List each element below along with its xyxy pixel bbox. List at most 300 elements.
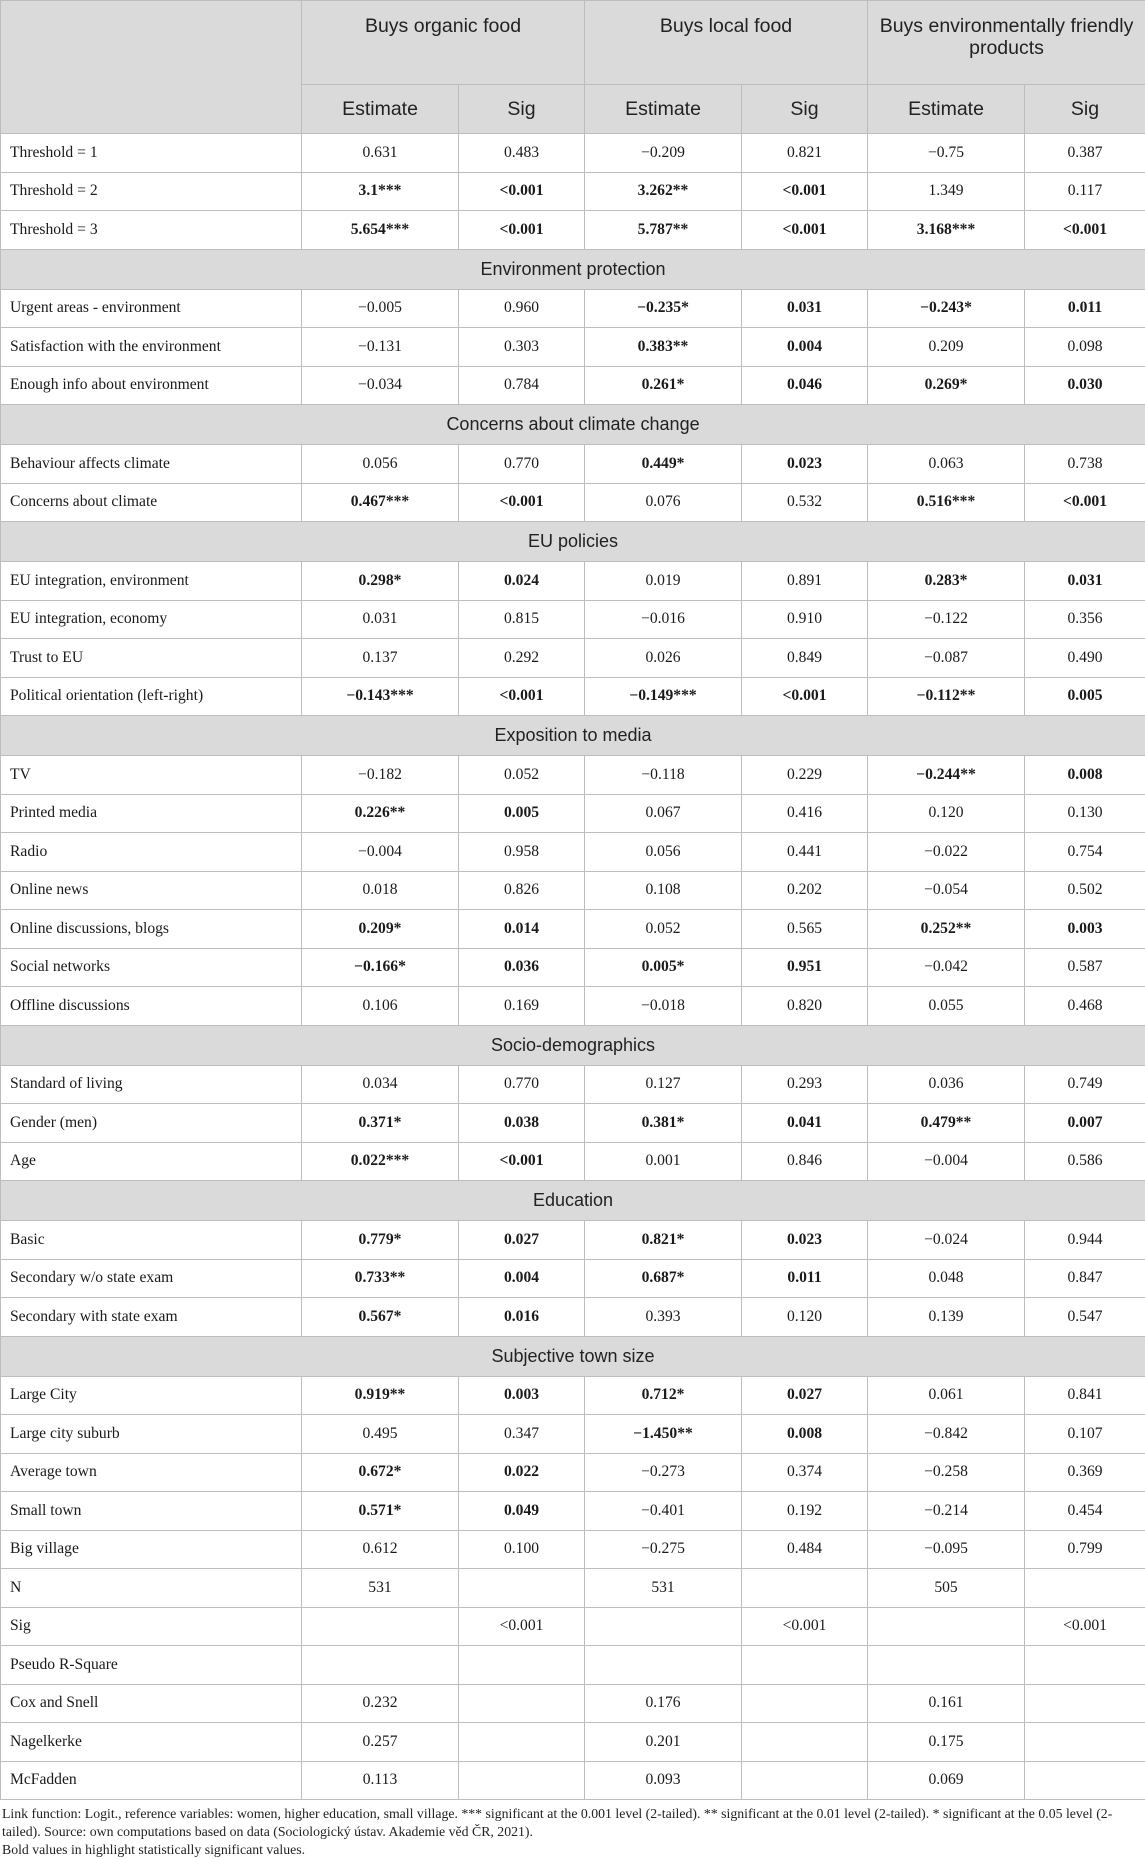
- estimate-cell: 0.067: [585, 794, 742, 833]
- estimate-cell: 0.571*: [302, 1492, 459, 1531]
- sig-cell: 0.293: [742, 1065, 868, 1104]
- sig-cell: 0.003: [1025, 910, 1145, 949]
- sig-cell: 0.005: [1025, 677, 1145, 716]
- row-label: N: [1, 1569, 302, 1608]
- estimate-cell: 531: [585, 1569, 742, 1608]
- sig-cell: [742, 1646, 868, 1685]
- estimate-cell: −1.450**: [585, 1415, 742, 1454]
- table-row: [1, 211, 1145, 250]
- table-row: [1, 948, 1145, 987]
- table-row: [1, 1142, 1145, 1181]
- sig-cell: 0.944: [1025, 1221, 1145, 1260]
- sig-cell: 0.490: [1025, 639, 1145, 678]
- sig-cell: [1025, 1646, 1145, 1685]
- sig-cell: 0.468: [1025, 987, 1145, 1026]
- table-body: [1, 134, 1145, 1800]
- estimate-cell: 0.137: [302, 639, 459, 678]
- estimate-cell: −0.235*: [585, 289, 742, 328]
- row-label: EU integration, economy: [1, 600, 302, 639]
- sig-cell: 0.052: [459, 756, 585, 795]
- sig-cell: 0.011: [1025, 289, 1145, 328]
- sig-cell: 0.847: [1025, 1259, 1145, 1298]
- sig-cell: 0.891: [742, 562, 868, 601]
- table-row: [1, 1221, 1145, 1260]
- sig-cell: 0.846: [742, 1142, 868, 1181]
- sig-cell: 0.960: [459, 289, 585, 328]
- row-label: Trust to EU: [1, 639, 302, 678]
- row-label: Enough info about environment: [1, 366, 302, 405]
- estimate-cell: 0.201: [585, 1723, 742, 1762]
- sig-cell: 0.022: [459, 1453, 585, 1492]
- estimate-cell: −0.054: [868, 871, 1025, 910]
- sig-cell: 0.587: [1025, 948, 1145, 987]
- estimate-cell: 0.127: [585, 1065, 742, 1104]
- sig-cell: 0.292: [459, 639, 585, 678]
- row-label: Secondary with state exam: [1, 1298, 302, 1337]
- header-estimate: Estimate: [302, 85, 459, 134]
- table-row: [1, 1530, 1145, 1569]
- estimate-cell: 0.209: [868, 328, 1025, 367]
- sig-cell: [742, 1684, 868, 1723]
- row-label: Gender (men): [1, 1104, 302, 1143]
- estimate-cell: [302, 1646, 459, 1685]
- estimate-cell: −0.209: [585, 134, 742, 173]
- estimate-cell: −0.149***: [585, 677, 742, 716]
- estimate-cell: −0.842: [868, 1415, 1025, 1454]
- estimate-cell: 0.055: [868, 987, 1025, 1026]
- sig-cell: 0.130: [1025, 794, 1145, 833]
- sig-cell: <0.001: [459, 172, 585, 211]
- section-title: Environment protection: [1, 249, 1145, 289]
- sig-cell: 0.958: [459, 833, 585, 872]
- estimate-cell: 0.019: [585, 562, 742, 601]
- estimate-cell: 0.108: [585, 871, 742, 910]
- estimate-cell: −0.087: [868, 639, 1025, 678]
- sig-cell: <0.001: [742, 1607, 868, 1646]
- sig-cell: [459, 1684, 585, 1723]
- sig-cell: 0.303: [459, 328, 585, 367]
- sig-cell: [1025, 1569, 1145, 1608]
- row-label: Large City: [1, 1376, 302, 1415]
- table-row: [1, 833, 1145, 872]
- sig-cell: 0.784: [459, 366, 585, 405]
- estimate-cell: 0.712*: [585, 1376, 742, 1415]
- sig-cell: <0.001: [459, 211, 585, 250]
- estimate-cell: −0.024: [868, 1221, 1025, 1260]
- sig-cell: <0.001: [742, 211, 868, 250]
- row-label: Age: [1, 1142, 302, 1181]
- sig-cell: 0.007: [1025, 1104, 1145, 1143]
- header-group-eco-products: Buys environmentally friendly products: [868, 1, 1145, 85]
- estimate-cell: 0.252**: [868, 910, 1025, 949]
- sig-cell: 0.031: [1025, 562, 1145, 601]
- row-label: Political orientation (left-right): [1, 677, 302, 716]
- sig-cell: 0.820: [742, 987, 868, 1026]
- estimate-cell: −0.004: [868, 1142, 1025, 1181]
- sig-cell: 0.023: [742, 445, 868, 484]
- sig-cell: 0.369: [1025, 1453, 1145, 1492]
- section-title: Exposition to media: [1, 716, 1145, 756]
- sig-cell: 0.098: [1025, 328, 1145, 367]
- header-group-local: Buys local food: [585, 1, 868, 85]
- sig-cell: 0.441: [742, 833, 868, 872]
- sig-cell: 0.117: [1025, 172, 1145, 211]
- table-footnotes: [0, 1800, 1145, 1859]
- estimate-cell: −0.75: [868, 134, 1025, 173]
- sig-cell: 0.586: [1025, 1142, 1145, 1181]
- sig-cell: 0.005: [459, 794, 585, 833]
- table-row: [1, 562, 1145, 601]
- sig-cell: 0.024: [459, 562, 585, 601]
- estimate-cell: [868, 1646, 1025, 1685]
- estimate-cell: 505: [868, 1569, 1025, 1608]
- table-row: [1, 677, 1145, 716]
- sig-cell: 0.011: [742, 1259, 868, 1298]
- table-row: [1, 1376, 1145, 1415]
- sig-cell: <0.001: [459, 1607, 585, 1646]
- estimate-cell: 0.226**: [302, 794, 459, 833]
- estimate-cell: 0.005*: [585, 948, 742, 987]
- estimate-cell: −0.131: [302, 328, 459, 367]
- sig-cell: [459, 1646, 585, 1685]
- estimate-cell: 0.821*: [585, 1221, 742, 1260]
- estimate-cell: 0.733**: [302, 1259, 459, 1298]
- row-label: Online discussions, blogs: [1, 910, 302, 949]
- estimate-cell: 0.061: [868, 1376, 1025, 1415]
- estimate-cell: 0.052: [585, 910, 742, 949]
- sig-cell: 0.036: [459, 948, 585, 987]
- estimate-cell: 0.001: [585, 1142, 742, 1181]
- estimate-cell: 0.467***: [302, 483, 459, 522]
- section-header-row: [1, 249, 1145, 289]
- estimate-cell: 0.209*: [302, 910, 459, 949]
- sig-cell: 0.027: [742, 1376, 868, 1415]
- estimate-cell: [585, 1607, 742, 1646]
- footnote-methods: Link function: Logit., reference variables: women, higher education, small village. *** significant at the 0.001 level (2-tailed). ** significant at the 0.01 level (2-tailed). * significant at the 0.05 level (2-tailed). Source: own computations based on data (Sociologický ústav. Akademie věd ČR, 2021).: [2, 1806, 1113, 1839]
- sig-cell: 0.004: [459, 1259, 585, 1298]
- table-row: [1, 756, 1145, 795]
- row-label: Printed media: [1, 794, 302, 833]
- table-row: [1, 289, 1145, 328]
- estimate-cell: 0.026: [585, 639, 742, 678]
- row-label: Basic: [1, 1221, 302, 1260]
- estimate-cell: −0.034: [302, 366, 459, 405]
- estimate-cell: 0.018: [302, 871, 459, 910]
- estimate-cell: 531: [302, 1569, 459, 1608]
- table-row: [1, 1065, 1145, 1104]
- sig-cell: 0.003: [459, 1376, 585, 1415]
- sig-cell: 0.008: [742, 1415, 868, 1454]
- header-sig: Sig: [742, 85, 868, 134]
- estimate-cell: 0.069: [868, 1761, 1025, 1800]
- row-label: Concerns about climate: [1, 483, 302, 522]
- estimate-cell: 1.349: [868, 172, 1025, 211]
- sig-cell: <0.001: [1025, 1607, 1145, 1646]
- sig-cell: <0.001: [742, 677, 868, 716]
- section-header-row: [1, 405, 1145, 445]
- sig-cell: 0.910: [742, 600, 868, 639]
- table-row: [1, 987, 1145, 1026]
- sig-cell: 0.821: [742, 134, 868, 173]
- sig-cell: 0.502: [1025, 871, 1145, 910]
- estimate-cell: 0.176: [585, 1684, 742, 1723]
- estimate-cell: −0.182: [302, 756, 459, 795]
- estimate-cell: −0.143***: [302, 677, 459, 716]
- table-row: [1, 1453, 1145, 1492]
- sig-cell: [1025, 1761, 1145, 1800]
- table-row: [1, 172, 1145, 211]
- sig-cell: 0.484: [742, 1530, 868, 1569]
- sig-cell: [742, 1569, 868, 1608]
- sig-cell: [459, 1761, 585, 1800]
- estimate-cell: 0.257: [302, 1723, 459, 1762]
- row-label: McFadden: [1, 1761, 302, 1800]
- sig-cell: 0.483: [459, 134, 585, 173]
- row-label: Sig: [1, 1607, 302, 1646]
- table-row: [1, 134, 1145, 173]
- row-label: Standard of living: [1, 1065, 302, 1104]
- estimate-cell: 0.063: [868, 445, 1025, 484]
- estimate-cell: 0.672*: [302, 1453, 459, 1492]
- estimate-cell: 0.106: [302, 987, 459, 1026]
- row-label: Threshold = 2: [1, 172, 302, 211]
- estimate-cell: 5.787**: [585, 211, 742, 250]
- estimate-cell: 0.516***: [868, 483, 1025, 522]
- estimate-cell: −0.166*: [302, 948, 459, 987]
- section-title: Education: [1, 1181, 1145, 1221]
- sig-cell: 0.046: [742, 366, 868, 405]
- header-sig: Sig: [1025, 85, 1145, 134]
- header-estimate: Estimate: [585, 85, 742, 134]
- sig-cell: 0.454: [1025, 1492, 1145, 1531]
- estimate-cell: 0.056: [302, 445, 459, 484]
- sig-cell: [742, 1723, 868, 1762]
- sig-cell: 0.356: [1025, 600, 1145, 639]
- table-row: [1, 328, 1145, 367]
- table-row: [1, 483, 1145, 522]
- sig-cell: <0.001: [1025, 483, 1145, 522]
- estimate-cell: 0.113: [302, 1761, 459, 1800]
- estimate-cell: 0.120: [868, 794, 1025, 833]
- header-estimate: Estimate: [868, 85, 1025, 134]
- sig-cell: 0.770: [459, 1065, 585, 1104]
- row-label: TV: [1, 756, 302, 795]
- sig-cell: 0.023: [742, 1221, 868, 1260]
- table-row: [1, 871, 1145, 910]
- sig-cell: <0.001: [1025, 211, 1145, 250]
- estimate-cell: 0.479**: [868, 1104, 1025, 1143]
- sig-cell: 0.815: [459, 600, 585, 639]
- row-label: Behaviour affects climate: [1, 445, 302, 484]
- row-label: Nagelkerke: [1, 1723, 302, 1762]
- estimate-cell: 0.298*: [302, 562, 459, 601]
- estimate-cell: −0.095: [868, 1530, 1025, 1569]
- estimate-cell: −0.022: [868, 833, 1025, 872]
- estimate-cell: 0.381*: [585, 1104, 742, 1143]
- estimate-cell: 5.654***: [302, 211, 459, 250]
- estimate-cell: 3.1***: [302, 172, 459, 211]
- section-header-row: [1, 1336, 1145, 1376]
- sig-cell: 0.202: [742, 871, 868, 910]
- header-sig: Sig: [459, 85, 585, 134]
- estimate-cell: −0.214: [868, 1492, 1025, 1531]
- estimate-cell: 0.393: [585, 1298, 742, 1337]
- table-row: [1, 1684, 1145, 1723]
- estimate-cell: 0.495: [302, 1415, 459, 1454]
- sig-cell: 0.041: [742, 1104, 868, 1143]
- table-row: [1, 794, 1145, 833]
- estimate-cell: −0.258: [868, 1453, 1025, 1492]
- estimate-cell: −0.273: [585, 1453, 742, 1492]
- table-row: [1, 445, 1145, 484]
- sig-cell: [742, 1761, 868, 1800]
- header-corner: [1, 1, 302, 134]
- row-label: Cox and Snell: [1, 1684, 302, 1723]
- sig-cell: 0.770: [459, 445, 585, 484]
- section-title: Subjective town size: [1, 1336, 1145, 1376]
- sig-cell: 0.387: [1025, 134, 1145, 173]
- sig-cell: 0.038: [459, 1104, 585, 1143]
- sig-cell: 0.565: [742, 910, 868, 949]
- estimate-cell: −0.244**: [868, 756, 1025, 795]
- sig-cell: 0.951: [742, 948, 868, 987]
- sig-cell: 0.120: [742, 1298, 868, 1337]
- estimate-cell: 0.449*: [585, 445, 742, 484]
- table-row: [1, 1298, 1145, 1337]
- row-label: Online news: [1, 871, 302, 910]
- sig-cell: [459, 1723, 585, 1762]
- estimate-cell: 0.056: [585, 833, 742, 872]
- sig-cell: 0.031: [742, 289, 868, 328]
- estimate-cell: 0.383**: [585, 328, 742, 367]
- estimate-cell: 0.261*: [585, 366, 742, 405]
- estimate-cell: [585, 1646, 742, 1685]
- estimate-cell: 0.034: [302, 1065, 459, 1104]
- estimate-cell: 3.262**: [585, 172, 742, 211]
- section-title: Socio-demographics: [1, 1025, 1145, 1065]
- row-label: Big village: [1, 1530, 302, 1569]
- estimate-cell: [868, 1607, 1025, 1646]
- table-row: [1, 1569, 1145, 1608]
- section-header-row: [1, 716, 1145, 756]
- sig-cell: <0.001: [459, 1142, 585, 1181]
- sig-cell: [1025, 1723, 1145, 1762]
- sig-cell: 0.749: [1025, 1065, 1145, 1104]
- estimate-cell: −0.018: [585, 987, 742, 1026]
- sig-cell: 0.016: [459, 1298, 585, 1337]
- table-row: [1, 600, 1145, 639]
- row-label: Offline discussions: [1, 987, 302, 1026]
- estimate-cell: 0.076: [585, 483, 742, 522]
- estimate-cell: −0.122: [868, 600, 1025, 639]
- row-label: Satisfaction with the environment: [1, 328, 302, 367]
- estimate-cell: −0.016: [585, 600, 742, 639]
- sig-cell: 0.738: [1025, 445, 1145, 484]
- estimate-cell: 0.036: [868, 1065, 1025, 1104]
- estimate-cell: −0.401: [585, 1492, 742, 1531]
- sig-cell: 0.754: [1025, 833, 1145, 872]
- header-group-organic: Buys organic food: [302, 1, 585, 85]
- estimate-cell: −0.118: [585, 756, 742, 795]
- table-row: [1, 639, 1145, 678]
- sig-cell: 0.347: [459, 1415, 585, 1454]
- sig-cell: [1025, 1684, 1145, 1723]
- sig-cell: 0.169: [459, 987, 585, 1026]
- sig-cell: 0.027: [459, 1221, 585, 1260]
- table-row: [1, 1259, 1145, 1298]
- sig-cell: 0.030: [1025, 366, 1145, 405]
- estimate-cell: 0.175: [868, 1723, 1025, 1762]
- row-label: Large city suburb: [1, 1415, 302, 1454]
- table-row: [1, 1761, 1145, 1800]
- row-label: Small town: [1, 1492, 302, 1531]
- estimate-cell: −0.275: [585, 1530, 742, 1569]
- sig-cell: 0.107: [1025, 1415, 1145, 1454]
- row-label: Average town: [1, 1453, 302, 1492]
- table-row: [1, 366, 1145, 405]
- estimate-cell: 0.048: [868, 1259, 1025, 1298]
- row-label: Urgent areas - environment: [1, 289, 302, 328]
- table-row: [1, 910, 1145, 949]
- table-row: [1, 1492, 1145, 1531]
- estimate-cell: 0.232: [302, 1684, 459, 1723]
- sig-cell: <0.001: [742, 172, 868, 211]
- sig-cell: 0.416: [742, 794, 868, 833]
- sig-cell: 0.841: [1025, 1376, 1145, 1415]
- estimate-cell: 0.779*: [302, 1221, 459, 1260]
- row-label: Pseudo R-Square: [1, 1646, 302, 1685]
- estimate-cell: 0.031: [302, 600, 459, 639]
- row-label: Radio: [1, 833, 302, 872]
- table-header: [1, 1, 1145, 134]
- table-row: [1, 1723, 1145, 1762]
- section-header-row: [1, 1025, 1145, 1065]
- table-row: [1, 1415, 1145, 1454]
- estimate-cell: −0.004: [302, 833, 459, 872]
- sig-cell: 0.100: [459, 1530, 585, 1569]
- estimate-cell: 0.139: [868, 1298, 1025, 1337]
- estimate-cell: 0.567*: [302, 1298, 459, 1337]
- sig-cell: 0.008: [1025, 756, 1145, 795]
- sig-cell: 0.799: [1025, 1530, 1145, 1569]
- row-label: EU integration, environment: [1, 562, 302, 601]
- estimate-cell: 0.371*: [302, 1104, 459, 1143]
- estimate-cell: [302, 1607, 459, 1646]
- table-row: [1, 1607, 1145, 1646]
- sig-cell: 0.547: [1025, 1298, 1145, 1337]
- estimate-cell: 0.283*: [868, 562, 1025, 601]
- row-label: Threshold = 1: [1, 134, 302, 173]
- estimate-cell: 0.687*: [585, 1259, 742, 1298]
- section-header-row: [1, 522, 1145, 562]
- table-row: [1, 1104, 1145, 1143]
- sig-cell: <0.001: [459, 483, 585, 522]
- table-row: [1, 1646, 1145, 1685]
- estimate-cell: −0.112**: [868, 677, 1025, 716]
- row-label: Social networks: [1, 948, 302, 987]
- estimate-cell: 0.093: [585, 1761, 742, 1800]
- sig-cell: 0.014: [459, 910, 585, 949]
- section-header-row: [1, 1181, 1145, 1221]
- sig-cell: 0.826: [459, 871, 585, 910]
- estimate-cell: 0.161: [868, 1684, 1025, 1723]
- row-label: Secondary w/o state exam: [1, 1259, 302, 1298]
- sig-cell: 0.532: [742, 483, 868, 522]
- estimate-cell: 0.631: [302, 134, 459, 173]
- sig-cell: 0.192: [742, 1492, 868, 1531]
- estimate-cell: 0.022***: [302, 1142, 459, 1181]
- estimate-cell: 0.269*: [868, 366, 1025, 405]
